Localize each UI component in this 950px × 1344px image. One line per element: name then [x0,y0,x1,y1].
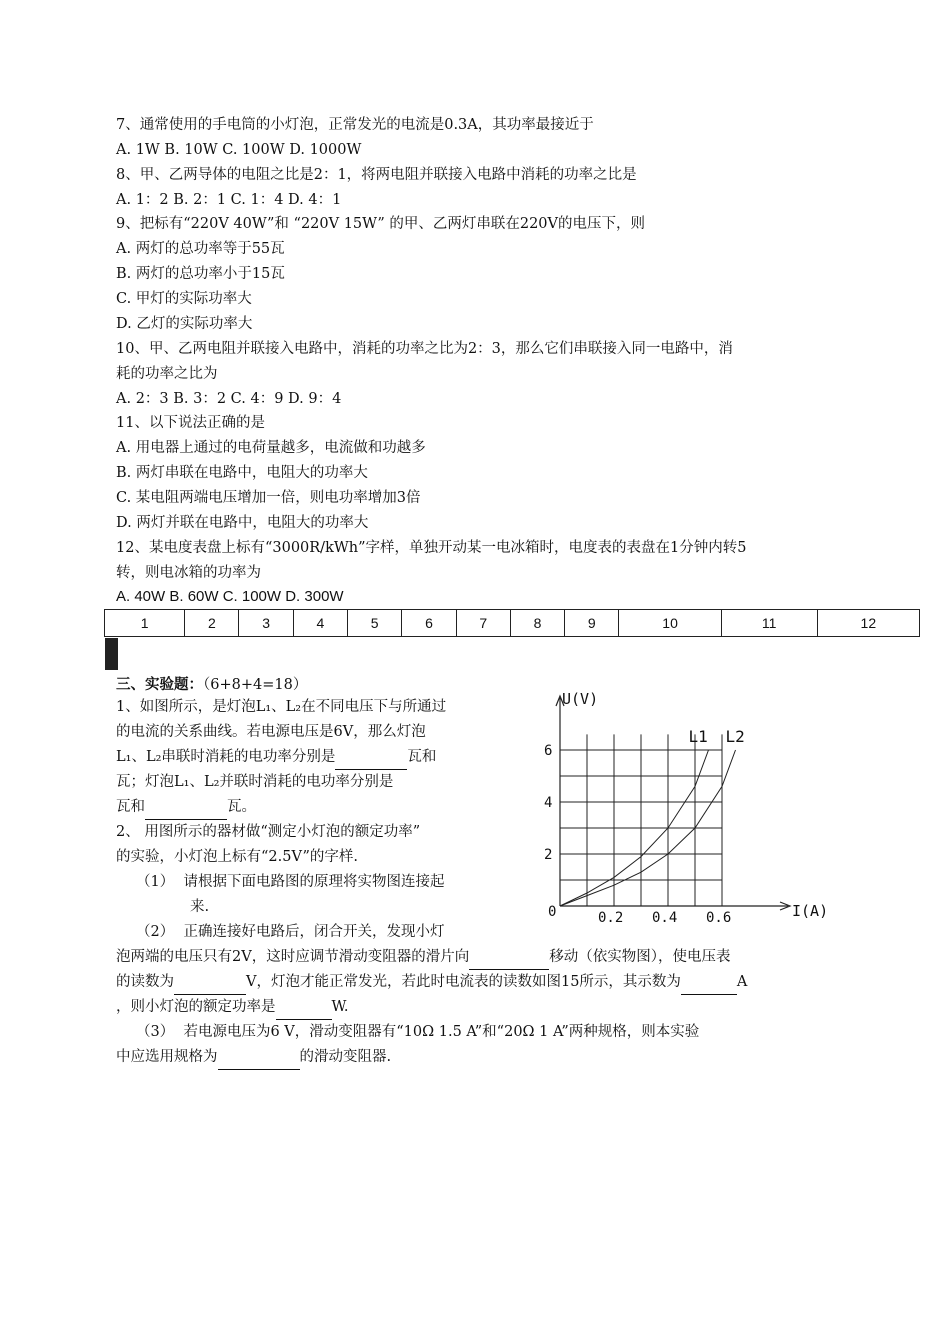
exp2-part2-line3-unit: A [736,974,748,990]
answer-table-header: 12 [817,610,919,637]
exp1-line1: 1、如图所示，是灯泡L₁、L₂在不同电压下与所通过 [116,699,447,715]
exp2-part3-line2-suffix: 的滑动变阻器. [299,1049,392,1065]
q11-option-d: D. 两灯并联在电路中，电阻大的功率大 [116,515,369,531]
answer-blank[interactable] [145,805,227,820]
chart-axes [556,696,790,910]
exp2-part3-number: （3） [136,1024,175,1040]
answer-blank[interactable] [335,755,407,770]
exp2-line2: 的实验，小灯泡上标有“2.5V”的字样. [116,849,358,865]
q12-stem-line2: 转，则电冰箱的功率为 [116,565,261,581]
q7-options: A. 1W B. 10W C. 100W D. 1000W [116,142,362,158]
answer-blank[interactable] [218,1055,300,1070]
exp2-part3-line1 [116,1020,838,1045]
series-label-l2: L2 [725,727,745,746]
exp2-part2-line3-mid: V，灯泡才能正常发光，若此时电流表的读数如图15所示，其示数为 [246,974,681,990]
exp2-part1-text: 请根据下面电路图的原理将实物图连接起 [183,874,445,890]
exp2-part2-line4 [116,995,838,1020]
q11-option-a: A. 用电器上通过的电荷量越多，电流做和功越多 [116,440,426,456]
answer-blank[interactable] [174,980,246,995]
q11-stem: 11、以下说法正确的是 [116,415,265,431]
exp2-line1: 2、 用图所示的器材做“测定小灯泡的额定功率” [116,824,421,840]
exp1-line3-text: L₁、L₂串联时消耗的电功率分别是 [116,749,336,765]
x-tick-label: 0.6 [706,910,732,926]
answer-table-header: 8 [510,610,564,637]
exp2-part2-line4-text: ，则小灯泡的额定功率是 [116,999,276,1015]
answer-cell[interactable] [116,639,117,670]
exp2-part3-line2 [116,1045,838,1070]
q10-stem-line1: 10、甲、乙两电阻并联接入电路中，消耗的功率之比为2：3，那么它们串联接入同一电路中，消 [116,341,733,357]
q9-option-a: A. 两灯的总功率等于55瓦 [116,241,285,257]
section-score: （6+8+4=18） [203,677,308,693]
q9-stem: 9、把标有“220V 40W”和 “220V 15W” 的甲、乙两灯串联在220V的电压下，则 [116,216,646,232]
exp2-part2-line2 [116,945,838,970]
exp2-part2-line1 [116,920,511,945]
exp2-part1-line2: 来. [190,899,210,915]
exp2-part2-line2-text: 泡两端的电压只有2V，这时应调节滑动变阻器的滑片向 [116,949,470,965]
section-title: 三、实验题： [116,676,203,693]
exp2-part1-number: （1） [136,874,175,890]
answer-table-header: 7 [456,610,510,637]
exp1-line3 [116,745,511,770]
chart-grid [560,734,722,906]
q9-option-d: D. 乙灯的实际功率大 [116,316,253,332]
exp1-line5-suffix: 瓦。 [227,799,256,815]
exp2-part2-line2-suffix: 移动（依实物图），使电压表 [549,949,731,965]
exp1-line5 [116,795,511,820]
answer-table-header-row [105,610,920,637]
exp2-part3-text: 若电源电压为6 V，滑动变阻器有“10Ω 1.5 A”和“20Ω 1 A”两种规格，则本实验 [183,1024,700,1040]
ui-curve-chart [530,688,850,928]
exp2-part2-line3 [116,970,838,995]
exp2-wide-lines [116,945,838,1070]
exp1-line5-text: 瓦和 [116,799,145,815]
y-tick-label: 2 [544,847,553,863]
answer-blank[interactable] [681,980,737,995]
answer-table-header: 3 [239,610,293,637]
answer-table-header: 2 [185,610,239,637]
exp2-part2-line4-unit: W. [331,999,349,1015]
section-heading [116,675,307,695]
q12-options: A. 40W B. 60W C. 100W D. 300W [116,588,344,605]
series-label-l1: L1 [688,727,708,746]
q8-stem: 8、甲、乙两导体的电阻之比是2：1，将两电阻并联接入电路中消耗的功率之比是 [116,167,637,183]
q7-stem: 7、通常使用的手电筒的小灯泡，正常发光的电流是0.3A，其功率最接近于 [116,117,594,133]
q10-options: A. 2：3 B. 3：2 C. 4：9 D. 9：4 [116,391,342,407]
q9-option-b: B. 两灯的总功率小于15瓦 [116,266,285,282]
exp2-part3-line2-text: 中应选用规格为 [116,1049,218,1065]
exp2-part1-line1 [116,870,511,895]
origin-label: 0 [548,904,557,920]
exp2-part2-line3-text: 的读数为 [116,974,174,990]
exp1-line3-suffix: 瓦和 [407,749,437,765]
q10-stem-line2: 耗的功率之比为 [116,366,218,382]
exp2-part2-text: 正确连接好电路后，闭合开关，发现小灯 [183,924,445,940]
answer-table-header: 10 [619,610,721,637]
q12-stem-line1: 12、某电度表盘上标有“3000R/kWh”字样，单独开动某一电冰箱时，电度表的表盘在1分钟内转5 [116,540,747,556]
exp1-line4: 瓦；灯泡L₁、L₂并联时消耗的电功率分别是 [116,774,394,790]
y-tick-label: 6 [544,743,553,759]
answer-table-header: 1 [105,610,185,637]
answer-table [104,609,920,653]
q8-options: A. 1：2 B. 2：1 C. 1：4 D. 4：1 [116,192,342,208]
q11-option-c: C. 某电阻两端电压增加一倍，则电功率增加3倍 [116,490,421,506]
y-axis-title: U(V) [562,690,599,708]
answer-table-answer-row [105,638,118,653]
exp1-paragraph [116,695,511,945]
answer-table-header: 5 [348,610,402,637]
q11-option-b: B. 两灯串联在电路中，电阻大的功率大 [116,465,368,481]
answer-blank[interactable] [469,955,549,970]
answer-table-header: 6 [402,610,456,637]
exp1-line2: 的电流的关系曲线。若电源电压是6V，那么灯泡 [116,724,426,740]
y-tick-label: 4 [544,795,553,811]
answer-table-header: 9 [565,610,619,637]
x-axis-title: I(A) [792,902,829,920]
x-tick-label: 0.4 [652,910,678,926]
x-tick-label: 0.2 [598,910,624,926]
answer-table-header: 11 [721,610,817,637]
answer-table-header: 4 [293,610,347,637]
exp2-part2-number: （2） [136,924,175,940]
q9-option-c: C. 甲灯的实际功率大 [116,291,252,307]
answer-blank[interactable] [276,1005,332,1020]
